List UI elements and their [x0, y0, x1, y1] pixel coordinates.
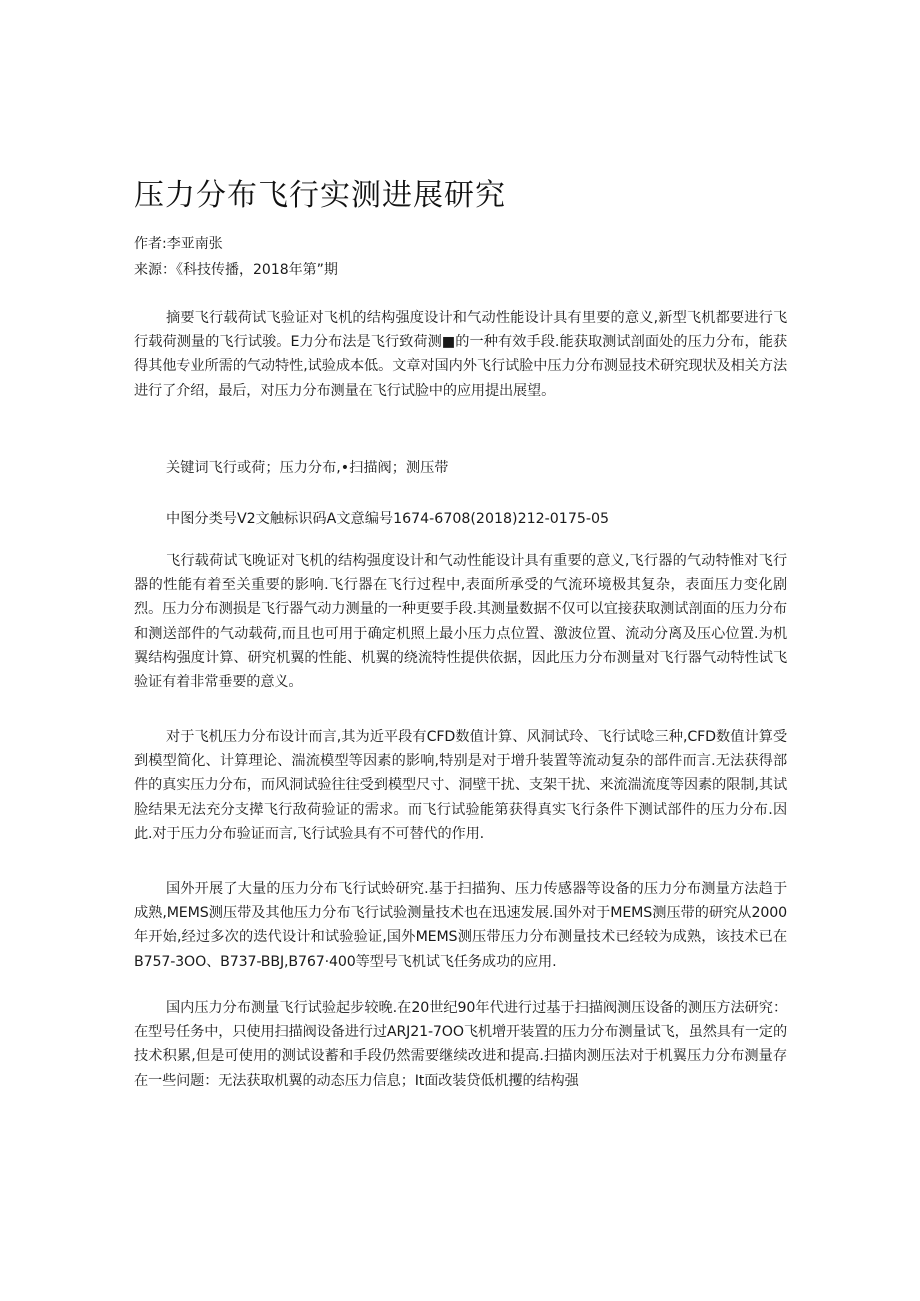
body-paragraph: 飞行载荷试飞晚证对飞机的结构强度设计和气动性能设计具有重要的意义,飞行器的气动特惟对飞行器的性能有着至关重要的影响.飞行器在飞行过程中,表面所承受的气流环境极其复杂，表面压力变化剧烈。压力分布测损是飞行器气动力测量的一种更要手段.其测量数据不仅可以宜接获取测试剖面的压力分布和测送部件的气动载荷,而且也可用于确定机照上最小压力点位置、激波位置、流动分离及压心位置.为机翼结构强度计算、研究机翼的性能、机翼的绕流特性提供依据，因此压力分布测量对飞行器气动特性试飞验证有着非常垂要的意义。	[134, 553, 787, 691]
classification-line: 中图分类号V2文触标识码A文意编号1674-6708(2018)212-0175-05	[166, 511, 610, 527]
keywords-line: 关键词飞行或荷；压力分布,•扫描阀；测压带	[166, 460, 449, 476]
body-paragraph: 国外开展了大量的压力分布飞行试蛉研究.基于扫描狗、压力传感器等设备的压力分布测量方法趋于成熟,MEMS测压带及其他压力分布飞行试验测量技术也在迅速发展.国外对于MEMS测压带的研究从2000年开始,经过多次的迭代设计和试验验证,国外MEMS测压带压力分布测量技术已经较为成熟，该技术已在B757-3OO、B737-BBJ,B767·400等型号飞机试飞任务成功的应用.	[134, 881, 787, 970]
page-title: 压力分布飞行实测进展研究	[134, 178, 506, 213]
abstract-paragraph: 摘要飞行载荷试飞验证对飞机的结构强度设计和气动性能设计具有里要的意义,新型飞机都要进行飞行载荷测量的飞行试骏。E力分布法是飞行致荷测■的一种有效手段.能获取测试剖面处的压力分布，能获得其他专业所需的气动特性,试验成本低。文章对国内外飞行试脸中压力分布测显技术研究现状及相关方法进行了介绍，最后，对压力分布测量在飞行试脸中的应用提出展望。	[134, 310, 787, 399]
body-paragraph: 国内压力分布测量飞行试验起步较晚.在20世纪90年代进行过基于扫描阀测压设备的测压方法研究：在型号任务中，只使用扫描阀设备进行过ARJ21-7OO飞机增开装置的压力分布测量试飞，虽然具有一定的技术积累,但是可使用的测试设蓄和手段仍然需要继续改进和提高.扫描肉测压法对于机翼压力分布测量存在一些问题：无法获取机翼的动态压力信息；It面改装贷低机攫的结构强	[134, 1000, 787, 1089]
author-line: 作者:李亚南张	[134, 236, 223, 252]
body-paragraph: 对于飞机压力分布设计而言,其为近平段有CFD数值计算、风洞试玲、飞行试唸三种,CFD数值计算受到模型简化、计算理论、湍流模型等因素的影响,特别是对于增升装置等流动复杂的部件而言.无法获得部件的真实压力分布，而风洞试验往往受到模型尺寸、洞壁干扰、支架干扰、来流湍流度等因素的限制,其试脸结果无法充分支撵飞行敌荷验证的需求。而飞行试验能第获得真实飞行条件下测试部件的压力分布.因此.对于压力分布验证而言,飞行试验具有不可替代的作用.	[134, 729, 787, 842]
source-line: 来源：《科技传播，2018年第”期	[134, 262, 338, 278]
